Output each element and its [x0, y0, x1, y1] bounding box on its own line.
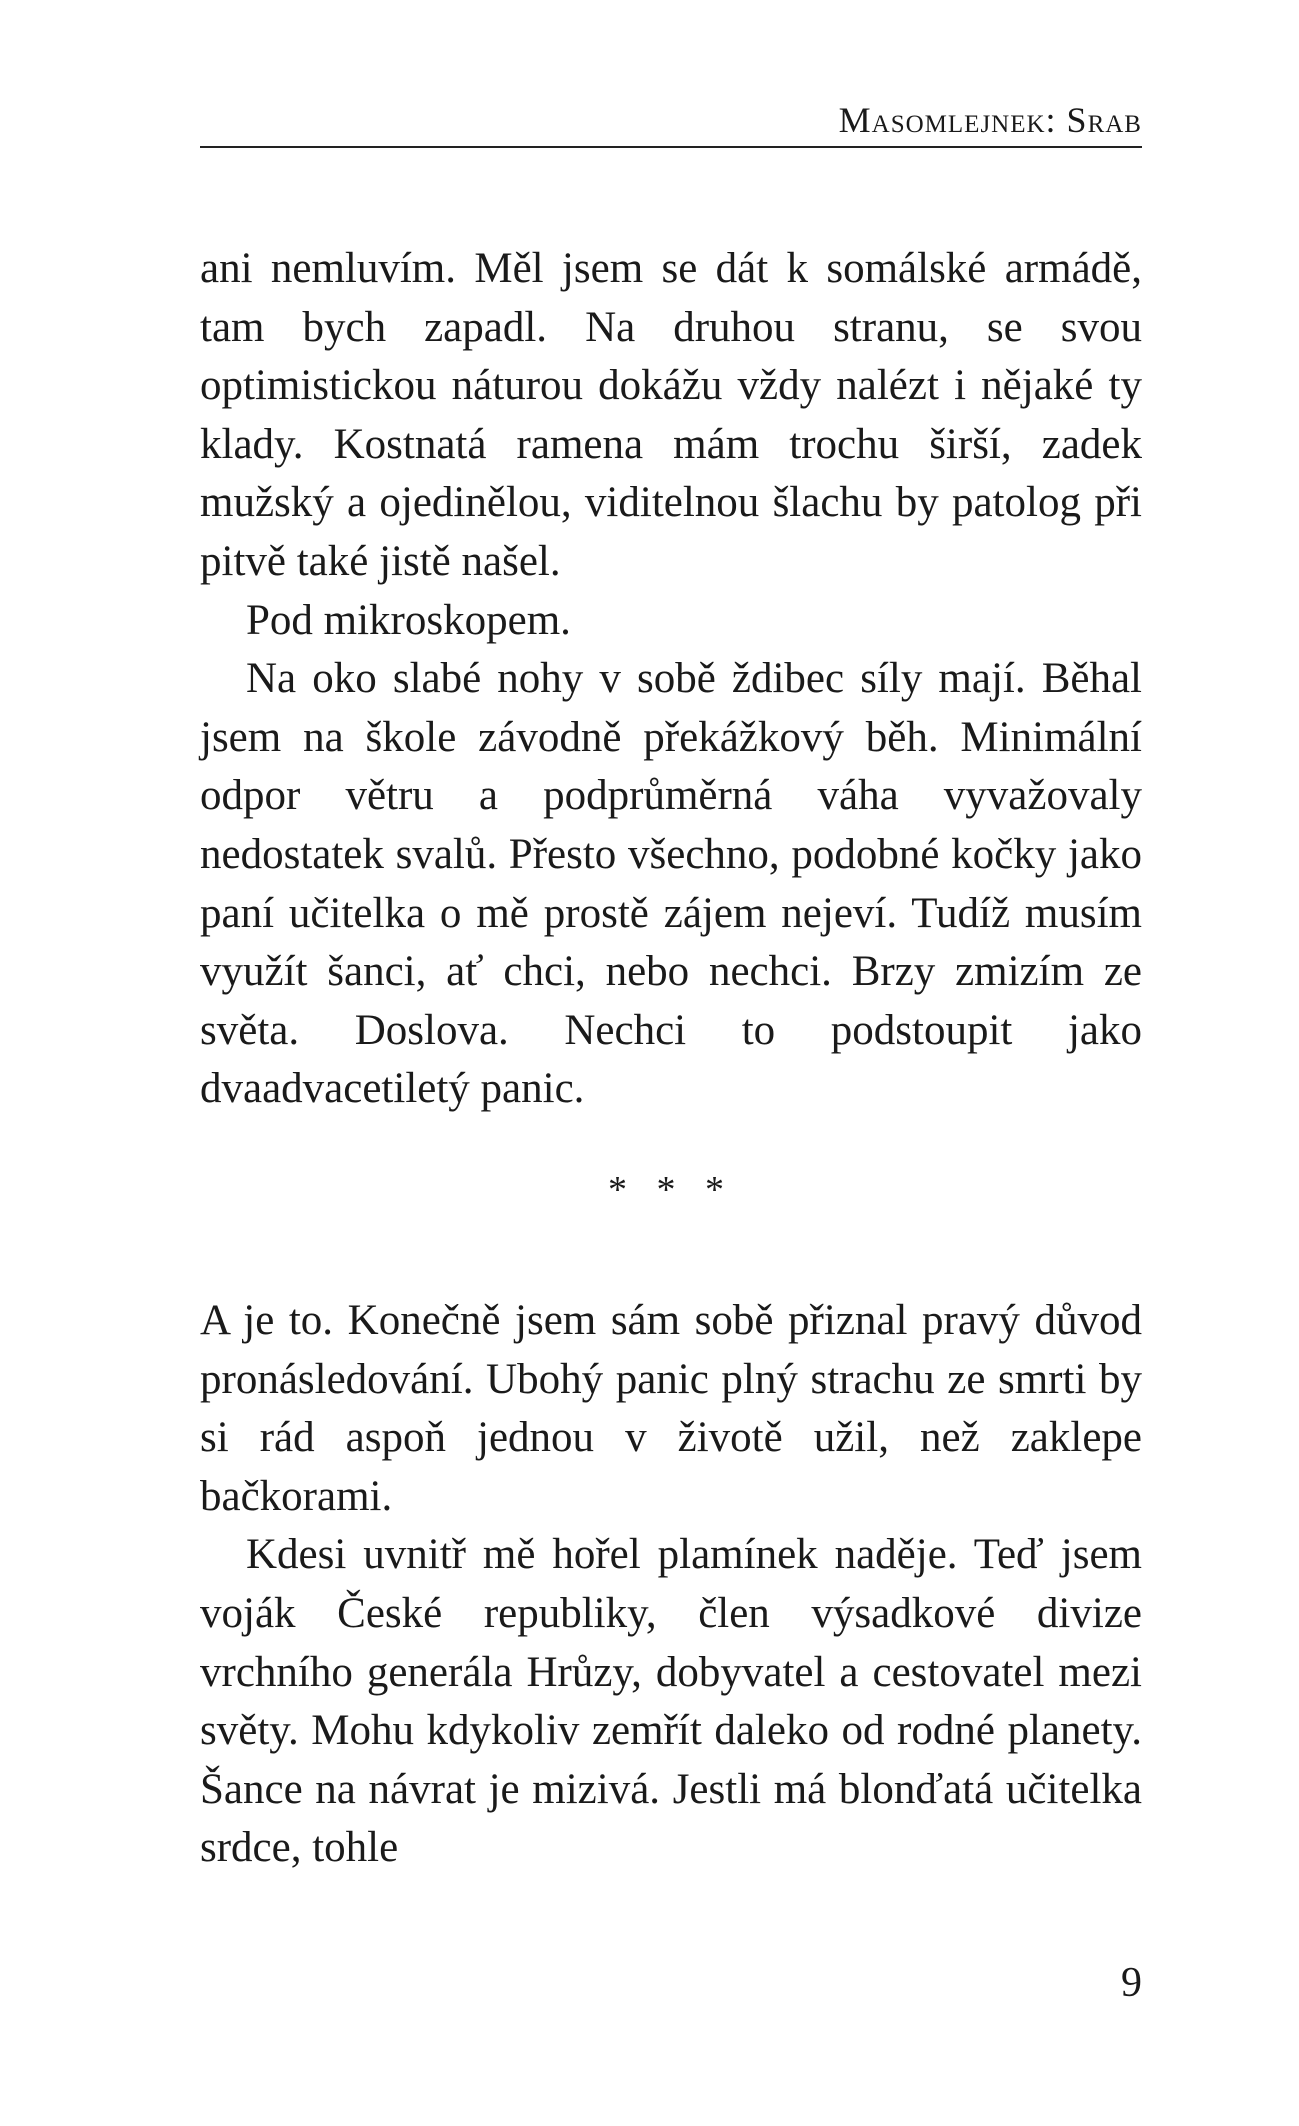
running-header	[200, 100, 1142, 148]
text-block-1	[200, 240, 1142, 1119]
page-number: 9	[1121, 1960, 1142, 2006]
paragraph: Kdesi uvnitř mě hořel plamínek naděje. Teď jsem voják České republiky, člen výsadkové divize vrchního generála Hrůzy, dobyvatel a cestovatel mezi světy. Mohu kdykoliv zemřít daleko od rodné planety. Šance na návrat je mizivá. Jestli má blonďatá učitelka srdce, tohle	[200, 1531, 1142, 1872]
paragraph: Pod mikroskopem.	[246, 596, 571, 644]
running-title: Masomlejnek: Srab	[838, 100, 1142, 140]
section-separator: * * *	[608, 1169, 734, 1211]
paragraph: A je to. Konečně jsem sám sobě přiznal pravý důvod pronásledování. Ubohý panic plný strachu ze smrti by si rád aspoň jednou v životě užil, než zaklepe bačkorami.	[200, 1297, 1142, 1520]
paragraph: ani nemluvím. Měl jsem se dát k somálské armádě, tam bych zapadl. Na druhou stranu, se svou optimistickou náturou dokážu vždy nalézt i nějaké ty klady. Kostnatá ramena mám trochu širší, zadek mužský a ojedinělou, viditelnou šlachu by patolog při pitvě také jistě našel.	[200, 245, 1142, 585]
text-block-2	[200, 1292, 1142, 1878]
paragraph: Na oko slabé nohy v sobě ždibec síly mají. Běhal jsem na škole závodně překážkový běh. Minimální odpor větru a podprůměrná váha vyvažovaly nedostatek svalů. Přesto všechno, podobné kočky jako paní učitelka o mě prostě zájem nejeví. Tudíž musím využít šanci, ať chci, nebo nechci. Brzy zmizím ze světa. Doslova. Nechci to podstoupit jako dvaadvacetiletý panic.	[200, 655, 1142, 1113]
